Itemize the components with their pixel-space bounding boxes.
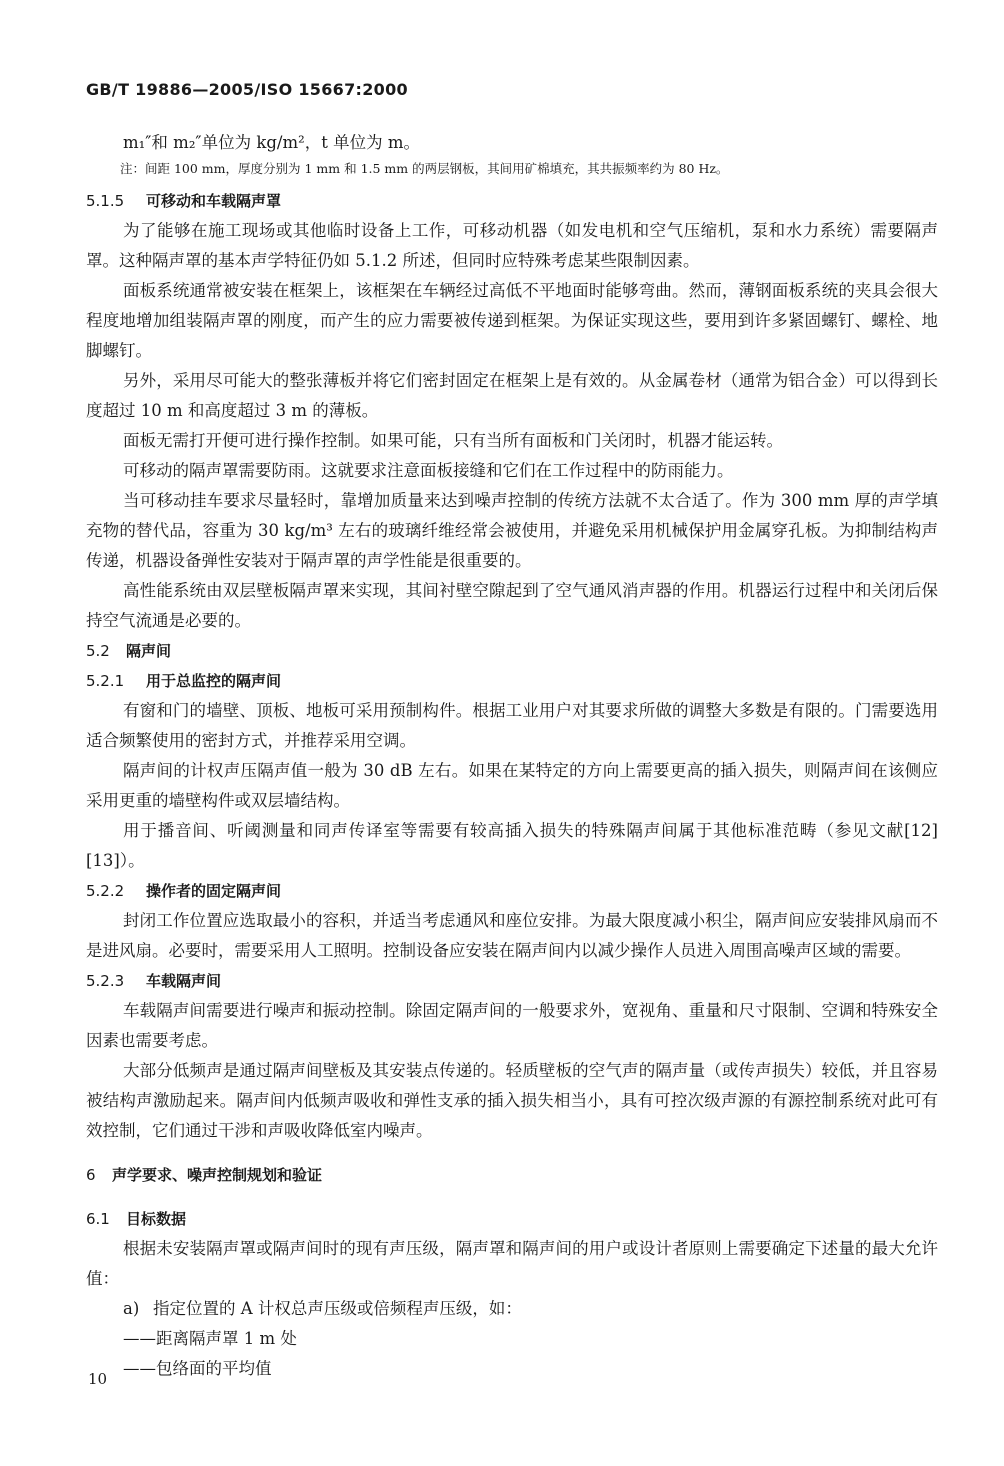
paragraph: 可移动的隔声罩需要防雨。这就要求注意面板接缝和它们在工作过程中的防雨能力。 — [123, 461, 734, 480]
page-content — [86, 128, 938, 1384]
section-number: 5.1.5 — [86, 192, 125, 210]
section-number: 6.1 — [86, 1210, 110, 1228]
section-title: 目标数据 — [126, 1210, 187, 1228]
paragraph: 当可移动挂车要求尽量轻时，靠增加质量来达到噪声控制的传统方法就不太合适了。作为 300 mm 厚的声学填充物的替代品，容重为 30 kg/m³ 左右的玻璃纤维经常会被使用，并避免采用机械保护用金属穿孔板。为抑制结构声传递，机器设备弹性安装对于隔声罩的声学性能是很重要的。 — [86, 491, 938, 570]
list-label: a) — [123, 1299, 140, 1318]
page-number: 10 — [88, 1370, 108, 1388]
paragraph: 隔声间的计权声压隔声值一般为 30 dB 左右。如果在某特定的方向上需要更高的插入损失，则隔声间在该侧应采用更重的墙壁构件或双层墙结构。 — [86, 761, 938, 810]
section-heading-5-2-1 — [86, 666, 938, 696]
section-number: 5.2.2 — [86, 882, 125, 900]
section-number: 5.2.1 — [86, 672, 125, 690]
section-heading-5-2-3 — [86, 966, 938, 996]
paragraph: 高性能系统由双层壁板隔声罩来实现，其间衬壁空隙起到了空气通风消声器的作用。机器运行过程中和关闭后保持空气流通是必要的。 — [86, 581, 938, 630]
section-title: 隔声间 — [126, 642, 172, 660]
paragraph: 大部分低频声是通过隔声间壁板及其安装点传递的。轻质壁板的空气声的隔声量（或传声损失）较低，并且容易被结构声激励起来。隔声间内低频声吸收和弹性支承的插入损失相当小，具有可控次级声源的有源控制系统对此可有效控制，它们通过干涉和声吸收降低室内噪声。 — [86, 1061, 938, 1140]
section-title: 用于总监控的隔声间 — [146, 672, 282, 690]
paragraph: 封闭工作位置应选取最小的容积，并适当考虑通风和座位安排。为最大限度减小积尘，隔声间应安装排风扇而不是进风扇。必要时，需要采用人工照明。控制设备应安装在隔声间内以减少操作人员进入周围高噪声区域的需要。 — [86, 911, 938, 960]
list-item-a — [86, 1294, 938, 1324]
paragraph: 根据未安装隔声罩或隔声间时的现有声压级，隔声罩和隔声间的用户或设计者原则上需要确定下述量的最大允许值： — [86, 1239, 938, 1288]
paragraph: 有窗和门的墙壁、顶板、地板可采用预制构件。根据工业用户对其要求所做的调整大多数是有限的。门需要选用适合频繁使用的密封方式，并推荐采用空调。 — [86, 701, 938, 750]
section-heading-5-2 — [86, 636, 938, 666]
paragraph: 为了能够在施工现场或其他临时设备上工作，可移动机器（如发电机和空气压缩机，泵和水力系统）需要隔声罩。这种隔声罩的基本声学特征仍如 5.1.2 所述，但同时应特殊考虑某些限制因素。 — [86, 221, 938, 270]
list-text: 指定位置的 A 计权总声压级或倍频程声压级，如： — [153, 1299, 522, 1318]
section-number: 5.2.3 — [86, 972, 125, 990]
section-heading-6-1 — [86, 1204, 938, 1234]
standard-header: GB/T 19886—2005/ISO 15667:2000 — [86, 80, 408, 99]
section-heading-5-1-5 — [86, 186, 938, 216]
paragraph: 面板无需打开便可进行操作控制。如果可能，只有当所有面板和门关闭时，机器才能运转。 — [123, 431, 783, 450]
note: 注：间距 100 mm，厚度分别为 1 mm 和 1.5 mm 的两层钢板，其间用矿棉填充，其共振频率约为 80 Hz。 — [120, 161, 729, 176]
section-heading-6 — [86, 1160, 938, 1190]
dash-item: ——距离隔声罩 1 m 处 — [123, 1329, 297, 1348]
section-title: 车载隔声间 — [146, 972, 222, 990]
paragraph: 车载隔声间需要进行噪声和振动控制。除固定隔声间的一般要求外，宽视角、重量和尺寸限制、空调和特殊安全因素也需要考虑。 — [86, 1001, 938, 1050]
section-title: 可移动和车载隔声罩 — [146, 192, 282, 210]
units-line: m₁″和 m₂″单位为 kg/m²，t 单位为 m。 — [123, 133, 420, 152]
paragraph: 另外，采用尽可能大的整张薄板并将它们密封固定在框架上是有效的。从金属卷材（通常为铝合金）可以得到长度超过 10 m 和高度超过 3 m 的薄板。 — [86, 371, 938, 420]
section-heading-5-2-2 — [86, 876, 938, 906]
section-number: 6 — [86, 1166, 96, 1184]
section-title: 操作者的固定隔声间 — [146, 882, 282, 900]
section-number: 5.2 — [86, 642, 110, 660]
dash-item: ——包络面的平均值 — [123, 1359, 272, 1378]
paragraph: 面板系统通常被安装在框架上，该框架在车辆经过高低不平地面时能够弯曲。然而，薄钢面板系统的夹具会很大程度地增加组装隔声罩的刚度，而产生的应力需要被传递到框架。为保证实现这些，要用到许多紧固螺钉、螺栓、地脚螺钉。 — [86, 281, 938, 360]
paragraph: 用于播音间、听阈测量和同声传译室等需要有较高插入损失的特殊隔声间属于其他标准范畴（参见文献[12][13]）。 — [86, 821, 938, 870]
section-title: 声学要求、噪声控制规划和验证 — [112, 1166, 323, 1184]
